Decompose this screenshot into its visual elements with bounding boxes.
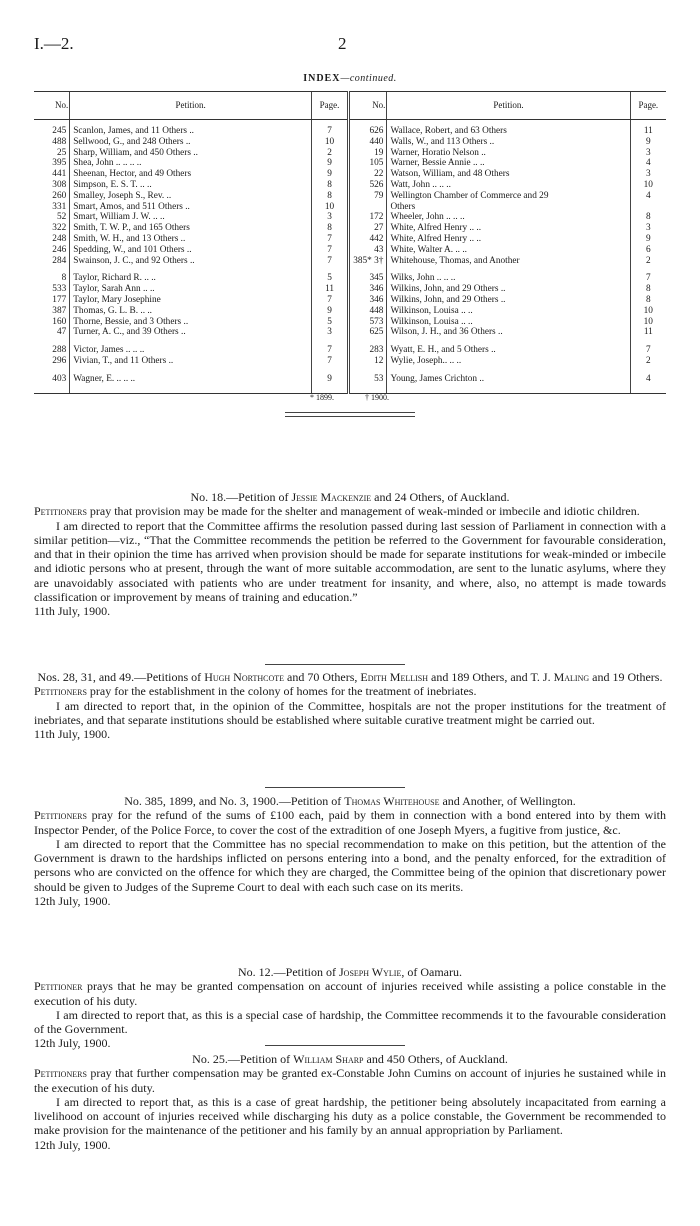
page-ref: 10 bbox=[630, 180, 666, 191]
index-body bbox=[34, 120, 666, 394]
page-ref: 7 bbox=[311, 245, 348, 256]
report-text: I am directed to report that the Committee affirms the resolution passed during last session of Parliament in connection with a similar petition—viz., “That the Committee recommends the petition be referred to the Government for favourable consideration, and that in their opinion the time has arrived when provision should be made for separate institutions for weak-minded or imbecile and idiotic persons who at present, through the want of more suitable accommodation, are sent to the lunatic asylums, where they are unavoidably associated with patients who are under treatment for insanity, and where, also, no attempt is made towards classification or improvement by means of training and education.” bbox=[34, 518, 666, 605]
prayer bbox=[34, 504, 666, 518]
petition-number: 442 bbox=[349, 234, 387, 245]
petition-number: 387 bbox=[52, 305, 67, 316]
index-header-row bbox=[34, 92, 666, 120]
index-row bbox=[34, 327, 666, 345]
section-heading bbox=[34, 794, 666, 808]
page-ref: 7 bbox=[630, 345, 666, 356]
index-row bbox=[34, 374, 666, 393]
petitioner-name: Joseph Wylie bbox=[339, 965, 402, 979]
page-ref: 11 bbox=[630, 327, 666, 345]
page-ref: 7 bbox=[311, 295, 348, 306]
index-title bbox=[0, 73, 700, 84]
index-row bbox=[34, 212, 666, 223]
petitioner-name: Hugh Northcote bbox=[204, 670, 285, 684]
page-ref: 11 bbox=[630, 120, 666, 137]
petition-number: 160 bbox=[52, 316, 67, 327]
page-ref: 4 bbox=[630, 158, 666, 169]
divider-top-2 bbox=[285, 416, 415, 417]
petition-number: 626 bbox=[349, 120, 387, 137]
index-table bbox=[34, 91, 666, 394]
prayer-text: pray that provision may be made for the shelter and management of weak-minded or imbecile and idiotic children. bbox=[86, 504, 640, 519]
page-ref: 4 bbox=[630, 191, 666, 202]
petitioner-entry: Shea, John .. .. .. .. bbox=[70, 158, 312, 169]
index-row bbox=[34, 245, 666, 256]
petitioner-entry: Wilson, J. H., and 36 Others .. bbox=[387, 327, 630, 345]
petition-number: 625 bbox=[349, 327, 387, 345]
petitioner-entry: Simpson, E. S. T. .. .. bbox=[70, 180, 312, 191]
petition-number: 308 bbox=[52, 179, 67, 190]
petition-number: 246 bbox=[52, 244, 67, 255]
prayer-lead: Petitioners bbox=[34, 808, 87, 823]
section-heading bbox=[34, 1052, 666, 1066]
petition-number: 533 bbox=[52, 284, 67, 295]
index-row bbox=[34, 148, 666, 159]
petitioner-name: Edith Mellish bbox=[360, 670, 429, 684]
report-date: 12th July, 1900. bbox=[34, 894, 111, 909]
page-number: 2 bbox=[338, 34, 347, 53]
heading-text: No. 18.—Petition of bbox=[190, 490, 292, 504]
petition-number: 79 bbox=[349, 191, 387, 202]
petitioner-entry: Wilkinson, Louisa .. .. bbox=[387, 306, 630, 317]
petition-number: 27 bbox=[349, 223, 387, 234]
petitioner-entry: White, Alfred Henry .. .. bbox=[387, 223, 630, 234]
report-text: I am directed to report that, in the opinion of the Committee, hospitals are not the proper institutions for the treatment of inebriates, and that separate institutions should be established where suitable curative treatment might be carried out. bbox=[34, 698, 666, 727]
heading-text: No. 12.—Petition of bbox=[238, 965, 339, 979]
petitioner-entry: White, Alfred Henry .. .. bbox=[387, 234, 630, 245]
page-ref: 10 bbox=[630, 306, 666, 317]
petition-number: 345 bbox=[349, 273, 387, 284]
page-ref: 8 bbox=[630, 212, 666, 223]
page-ref: 7 bbox=[311, 356, 348, 374]
index-row bbox=[34, 234, 666, 245]
section-heading bbox=[34, 490, 666, 504]
page-ref: 9 bbox=[311, 374, 348, 393]
index-row bbox=[34, 345, 666, 356]
index-title-main: INDEX bbox=[303, 73, 341, 84]
footnote-1899: * 1899. bbox=[310, 393, 334, 402]
petition-number: 296 bbox=[52, 355, 67, 366]
petitioner-name: William Sharp bbox=[293, 1052, 364, 1066]
report-date: 12th July, 1900. bbox=[34, 1137, 111, 1152]
page-ref: 3 bbox=[630, 148, 666, 159]
prayer bbox=[34, 1066, 666, 1095]
petitioner-entry: Smalley, Joseph S., Rev. .. bbox=[70, 191, 312, 202]
prayer-lead: Petitioner bbox=[34, 979, 83, 994]
petition-section-385-3 bbox=[34, 794, 666, 908]
petition-number: 19 bbox=[349, 148, 387, 159]
petition-number: 488 bbox=[52, 136, 67, 147]
index-row bbox=[34, 158, 666, 169]
index-row bbox=[34, 306, 666, 317]
section-heading bbox=[34, 965, 666, 979]
page-ref: 7 bbox=[311, 234, 348, 245]
index-row bbox=[34, 191, 666, 202]
section-divider bbox=[265, 1045, 405, 1046]
page-ref: 8 bbox=[311, 223, 348, 234]
petitioner-entry: Taylor, Richard R. .. .. bbox=[70, 273, 312, 284]
col-petition-left: Petition. bbox=[70, 92, 312, 120]
petition-number: 322 bbox=[52, 223, 67, 234]
page-ref: 9 bbox=[311, 306, 348, 317]
page-ref: 9 bbox=[311, 158, 348, 169]
index-row bbox=[34, 273, 666, 284]
index-title-continued: —continued. bbox=[340, 73, 397, 84]
col-no-right: No. bbox=[349, 92, 387, 120]
page-ref: 3 bbox=[311, 212, 348, 223]
section-divider bbox=[265, 664, 405, 665]
petitioner-entry: Turner, A. C., and 39 Others .. bbox=[70, 327, 312, 345]
petition-number: 283 bbox=[349, 345, 387, 356]
petition-number: 248 bbox=[52, 233, 67, 244]
page-ref: 7 bbox=[311, 120, 348, 137]
petitioner-entry: Wyatt, E. H., and 5 Others .. bbox=[387, 345, 630, 356]
petitioner-entry: Sharp, William, and 450 Others .. bbox=[70, 148, 312, 159]
petitioner-entry: Scanlon, James, and 11 Others .. bbox=[70, 120, 312, 137]
petition-number: 260 bbox=[52, 190, 67, 201]
page-ref: 8 bbox=[311, 191, 348, 202]
heading-text: Nos. 28, 31, and 49.—Petitions of bbox=[37, 670, 205, 684]
petition-number: 448 bbox=[349, 306, 387, 317]
petitioner-entry: Smart, Amos, and 511 Others .. bbox=[70, 202, 312, 213]
page-ref: 9 bbox=[630, 137, 666, 148]
page-ref: 8 bbox=[311, 180, 348, 191]
petition-number: 573 bbox=[349, 317, 387, 328]
index-row bbox=[34, 120, 666, 137]
petition-number: 172 bbox=[349, 212, 387, 223]
section-divider bbox=[265, 787, 405, 788]
petition-number: 105 bbox=[349, 158, 387, 169]
report-text: I am directed to report that, as this is a case of great hardship, the petitioner being absolutely incapacitated from earning a livelihood on account of injuries received while discharging his duty as a police constable, the Government be recommended to make provision for the maintenance of the petitioner and his family by an annual appropriation by Parliament. bbox=[34, 1094, 666, 1138]
petitioner-name: Thomas Whitehouse bbox=[344, 794, 440, 808]
prayer bbox=[34, 684, 666, 698]
page-ref: 2 bbox=[630, 356, 666, 374]
petitioner-entry: Thorne, Bessie, and 3 Others .. bbox=[70, 317, 312, 328]
heading-text: No. 25.—Petition of bbox=[192, 1052, 294, 1066]
prayer-text: prays that he may be granted compensation on account of injuries received while assisting a police constable in the execution of his duty. bbox=[34, 979, 666, 1008]
heading-text: and 189 Others, and T. J. bbox=[428, 670, 554, 684]
report-date: 11th July, 1900. bbox=[34, 727, 111, 742]
page-ref: 10 bbox=[311, 202, 348, 213]
petitioner-entry: Thomas, G. L. B. .. .. bbox=[70, 306, 312, 317]
petition-number: 53 bbox=[349, 374, 387, 393]
petitioner-name: Jessie Mackenzie bbox=[291, 490, 372, 504]
petitioner-entry: Wylie, Joseph.. .. .. bbox=[387, 356, 630, 374]
divider-top-1 bbox=[285, 412, 415, 413]
prayer-text: pray for the establishment in the colony of homes for the treatment of inebriates. bbox=[86, 684, 477, 699]
report-text: I am directed to report that, as this is a special case of hardship, the Committee recommends it to the favourable consideration of the Government. bbox=[34, 1007, 666, 1037]
heading-text: No. 385, 1899, and No. 3, 1900.—Petition of bbox=[124, 794, 345, 808]
heading-text: , of Oamaru. bbox=[401, 965, 462, 979]
page-ref: 3 bbox=[630, 169, 666, 180]
petition-number: 441 bbox=[52, 169, 67, 180]
footnote-1900: † 1900. bbox=[365, 393, 389, 402]
index-row bbox=[34, 284, 666, 295]
section-heading bbox=[34, 670, 666, 684]
col-petition-right: Petition. bbox=[387, 92, 630, 120]
petitioner-entry: Victor, James .. .. .. bbox=[70, 345, 312, 356]
page-ref: 5 bbox=[311, 317, 348, 328]
petition-number: 43 bbox=[349, 245, 387, 256]
petitioner-entry: Wellington Chamber of Commerce and 29 bbox=[387, 191, 630, 202]
page-ref bbox=[630, 202, 666, 213]
page-ref: 6 bbox=[630, 245, 666, 256]
col-page-left: Page. bbox=[311, 92, 348, 120]
heading-text: and 24 Others, of Auckland. bbox=[371, 490, 510, 504]
report-date: 12th July, 1900. bbox=[34, 1036, 111, 1051]
page-ref: 3 bbox=[311, 327, 348, 345]
report-text: I am directed to report that the Committee has no special recommendation to make on this petition, but the attention of the Government is drawn to the hardships inflicted on persons entering into a bond, and the penalty enforced, for the extradition of persons who are convicted on the offence for which they are charged, the Committee being of the opinion that discretionary power should be given to Judges of the Supreme Court to deal with each such case on its merits. bbox=[34, 836, 666, 894]
report-date: 11th July, 1900. bbox=[34, 604, 111, 619]
index-row bbox=[34, 137, 666, 148]
petitioner-entry: Sellwood, G., and 248 Others .. bbox=[70, 137, 312, 148]
petition-section-25 bbox=[34, 1052, 666, 1152]
page-ref: 7 bbox=[311, 256, 348, 274]
index-row bbox=[34, 223, 666, 234]
petition-number: 403 bbox=[34, 374, 70, 393]
petitioner-entry: Smart, William J. W. .. .. bbox=[70, 212, 312, 223]
petition-number: 177 bbox=[52, 294, 67, 305]
petition-section-18 bbox=[34, 490, 666, 619]
page-ref: 10 bbox=[311, 137, 348, 148]
prayer-text: pray that further compensation may be granted ex-Constable John Cumins on account of injuries he sustained while in the execution of his duty. bbox=[34, 1066, 666, 1095]
page-ref: 4 bbox=[630, 374, 666, 393]
petitioner-entry: Sheenan, Hector, and 49 Others bbox=[70, 169, 312, 180]
petitioner-entry: Wallace, Robert, and 63 Others bbox=[387, 120, 630, 137]
page-ref: 9 bbox=[311, 169, 348, 180]
petitioner-entry: Others bbox=[387, 202, 630, 213]
page-ref: 2 bbox=[630, 256, 666, 274]
index-row bbox=[34, 295, 666, 306]
petitioner-entry: Wagner, E. .. .. .. bbox=[70, 374, 312, 393]
page-ref: 10 bbox=[630, 317, 666, 328]
petitioner-entry: Wilkins, John, and 29 Others .. bbox=[387, 284, 630, 295]
petitioner-entry: Wilkinson, Louisa .. .. bbox=[387, 317, 630, 328]
petitioner-entry: Warner, Bessie Annie .. .. bbox=[387, 158, 630, 169]
petitioner-entry: Watt, John .. .. .. bbox=[387, 180, 630, 191]
page-ref: 8 bbox=[630, 295, 666, 306]
petition-number: 245 bbox=[52, 126, 67, 136]
index-row bbox=[34, 202, 666, 213]
petitioner-entry: Smith, W. H., and 13 Others .. bbox=[70, 234, 312, 245]
petition-number: 288 bbox=[52, 345, 67, 356]
petitioner-entry: Walls, W., and 113 Others .. bbox=[387, 137, 630, 148]
petition-number: 284 bbox=[52, 255, 67, 266]
petitioner-entry: Taylor, Mary Josephine bbox=[70, 295, 312, 306]
page-ref: 2 bbox=[311, 148, 348, 159]
petitioner-entry: Warner, Horatio Nelson .. bbox=[387, 148, 630, 159]
petitioner-entry: Wheeler, John .. .. .. bbox=[387, 212, 630, 223]
page-ref: 7 bbox=[311, 345, 348, 356]
petitioner-name: Maling bbox=[553, 670, 590, 684]
page-ref: 11 bbox=[311, 284, 348, 295]
petitioner-entry: Spedding, W., and 101 Others .. bbox=[70, 245, 312, 256]
petition-number: 25 bbox=[56, 147, 67, 158]
page-ref: 7 bbox=[630, 273, 666, 284]
petition-section-28-31-49 bbox=[34, 670, 666, 741]
petition-number: 346 bbox=[349, 295, 387, 306]
index-row bbox=[34, 356, 666, 374]
heading-text: and 70 Others, bbox=[284, 670, 361, 684]
heading-text: and Another, of Wellington. bbox=[439, 794, 576, 808]
petition-number: 346 bbox=[349, 284, 387, 295]
index-row bbox=[34, 317, 666, 328]
index-row bbox=[34, 169, 666, 180]
petitioner-entry: Wilks, John .. .. .. bbox=[387, 273, 630, 284]
prayer-lead: Petitioners bbox=[34, 684, 87, 699]
heading-text: and 19 Others. bbox=[589, 670, 663, 684]
petition-number: 52 bbox=[56, 212, 67, 223]
prayer-lead: Petitioners bbox=[34, 1066, 87, 1081]
index-row bbox=[34, 180, 666, 191]
prayer bbox=[34, 979, 666, 1008]
petition-section-12 bbox=[34, 965, 666, 1051]
heading-text: and 450 Others, of Auckland. bbox=[363, 1052, 508, 1066]
petitioner-entry: Wilkins, John, and 29 Others .. bbox=[387, 295, 630, 306]
page-ref: 8 bbox=[630, 284, 666, 295]
petitioner-entry: Vivian, T., and 11 Others .. bbox=[70, 356, 312, 374]
page-reference: I.—2. bbox=[34, 34, 74, 53]
page-ref: 3 bbox=[630, 223, 666, 234]
petition-number: 331 bbox=[52, 201, 67, 212]
petition-number: 47 bbox=[56, 327, 67, 338]
prayer-text: pray for the refund of the sums of £100 each, paid by them in connection with a bond entered into by them with Inspector Pender, of the Police Force, to cover the cost of the extradition of one Joseph Myers, a fugitive from justice, &c. bbox=[34, 808, 666, 837]
petition-number: 440 bbox=[349, 137, 387, 148]
petitioner-entry: Swainson, J. C., and 92 Others .. bbox=[70, 256, 312, 274]
col-no-left: No. bbox=[34, 92, 70, 120]
petition-number: 526 bbox=[349, 180, 387, 191]
petitioner-entry: Young, James Crichton .. bbox=[387, 374, 630, 393]
prayer-lead: Petitioners bbox=[34, 504, 87, 519]
col-page-right: Page. bbox=[630, 92, 666, 120]
petitioner-entry: Smith, T. W. P., and 165 Others bbox=[70, 223, 312, 234]
petition-number: 22 bbox=[349, 169, 387, 180]
petition-number: 395 bbox=[52, 158, 67, 169]
prayer bbox=[34, 808, 666, 837]
petitioner-entry: White, Walter A. .. .. bbox=[387, 245, 630, 256]
petitioner-entry: Watson, William, and 48 Others bbox=[387, 169, 630, 180]
petition-number: 385* 3† bbox=[349, 256, 387, 274]
petitioner-entry: Taylor, Sarah Ann .. .. bbox=[70, 284, 312, 295]
petition-number: 8 bbox=[61, 273, 67, 284]
index-row bbox=[34, 256, 666, 274]
petition-number bbox=[349, 202, 387, 213]
page-ref: 5 bbox=[311, 273, 348, 284]
page-ref: 9 bbox=[630, 234, 666, 245]
petition-number: 12 bbox=[349, 356, 387, 374]
petitioner-entry: Whitehouse, Thomas, and Another bbox=[387, 256, 630, 274]
